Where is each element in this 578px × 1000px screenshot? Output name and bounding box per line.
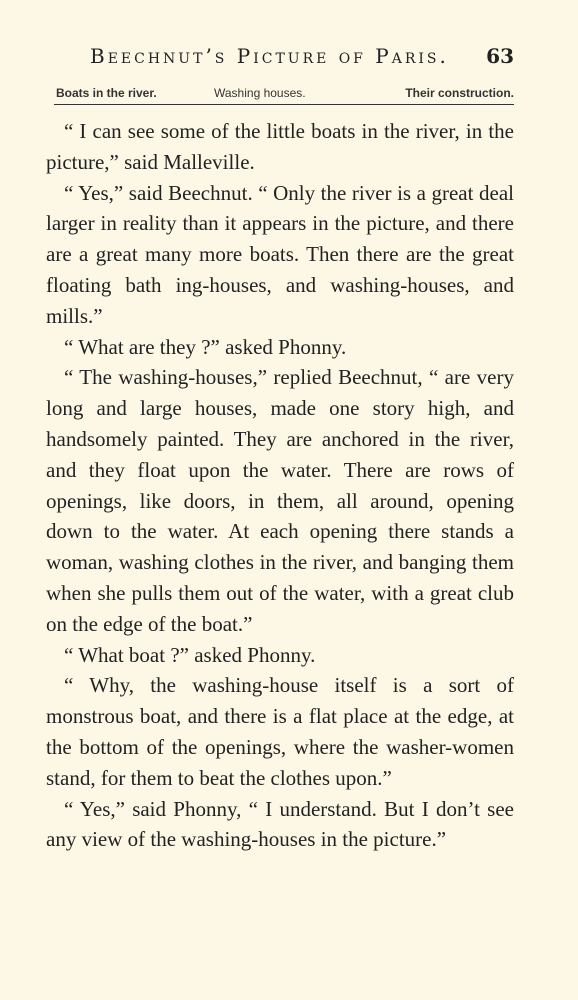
paragraph: “ The washing-houses,” replied Beechnut, “ are very long and large houses, made one story high, and handsomely painted. They are anchored in the river, and they float upon the water. There are rows of openings, like doors, in them, all around, opening down to the water. At each opening there stands a woman, washing clothes in the river, and banging them when she pulls them out of the water, with a great club on the edge of the boat.” <box>46 365 514 636</box>
paragraph: “ Why, the washing-house itself is a sort of monstrous boat, and there is a flat place at the edge, at the bottom of the openings, where the washer-women stand, for them to beat the clothes upon.” <box>46 673 514 790</box>
paragraph: “ I can see some of the little boats in the river, in the picture,” said Malleville. <box>46 119 514 174</box>
topic-construction: Their construction. <box>405 86 514 100</box>
paragraph: “ Yes,” said Phonny, “ I understand. But I don’t see any view of the washing-houses in the picture.” <box>46 796 514 852</box>
header-rule <box>54 104 514 105</box>
page-number: 63 <box>486 44 514 68</box>
topic-washing-houses: Washing houses. <box>214 86 306 100</box>
body-text <box>46 116 514 855</box>
running-title: Beechnut’s Picture of Paris. <box>90 44 449 68</box>
topic-boats: Boats in the river. <box>56 86 157 100</box>
running-head <box>46 44 514 74</box>
paragraph: “ What are they ?” asked Phonny. <box>64 334 347 359</box>
paragraph: “ Yes,” said Beechnut. “ Only the river is a great deal larger in reality than it appears in the picture, and there are a great many more boats. Then there are the great floating bath ing-houses, and washing-houses, and mills.” <box>46 180 514 328</box>
paragraph: “ What boat ?” asked Phonny. <box>64 642 316 667</box>
topic-headings <box>56 86 514 104</box>
